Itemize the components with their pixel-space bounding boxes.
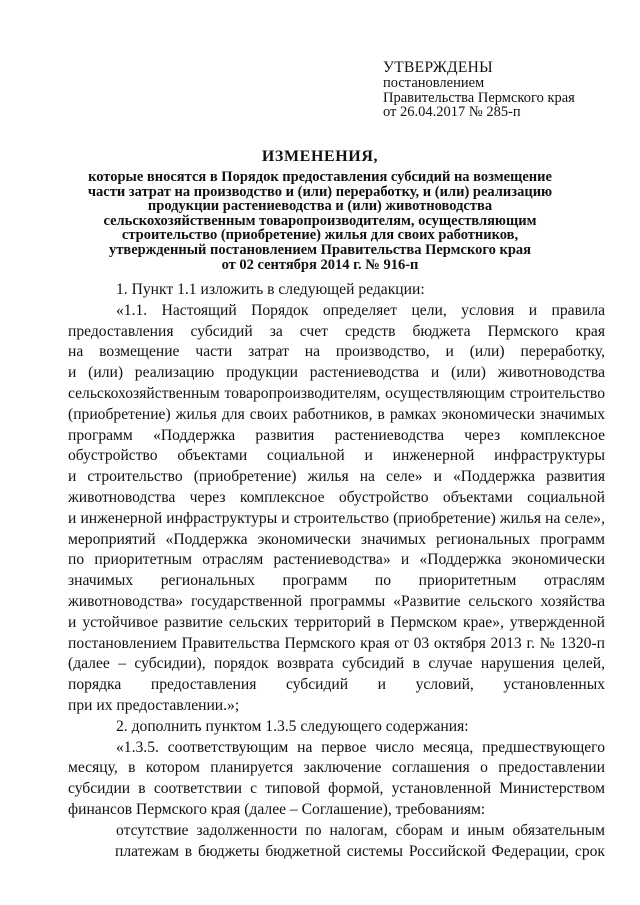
- approval-line: от 26.04.2017 № 285-п: [383, 104, 521, 120]
- paragraph-line: и устойчивое развитие сельских территорий в Пермском крае», утвержденной: [68, 613, 605, 631]
- paragraph-line: 1. Пункт 1.1 изложить в следующей редакции:: [116, 281, 425, 298]
- paragraph-line: животноводства» государственной программы «Развитие сельского хозяйства: [68, 592, 605, 610]
- paragraph-line: животноводства через комплексное обустройство объектами социальной: [68, 488, 605, 506]
- paragraph-line: и инженерной инфраструктуры и строительство (приобретение) жилья на селе»,: [68, 509, 605, 527]
- paragraph-line: мероприятий «Поддержка экономически значимых региональных программ: [68, 530, 605, 548]
- paragraph-line: и (или) реализацию продукции растениеводства и (или) животноводства: [68, 364, 605, 382]
- paragraph-line: субсидии в соответствии с типовой формой, установленной Министерством: [68, 780, 605, 798]
- document-subtitle: [60, 170, 580, 272]
- paragraph-line: 2. дополнить пунктом 1.3.5 следующего содержания:: [116, 717, 469, 735]
- paragraph-line: месяцу, в котором планируется заключение соглашения о предоставлении: [68, 759, 605, 777]
- document-body: [68, 280, 605, 862]
- subtitle-line: продукции растениеводства и (или) животноводства: [147, 198, 493, 215]
- subtitle-line: сельскохозяйственным товаропроизводителям, осуществляющим: [103, 212, 537, 229]
- paragraph-line: и строительство (приобретение) жилья на селе» и «Поддержка развития: [68, 468, 605, 486]
- document-title: ИЗМЕНЕНИЯ,: [261, 148, 379, 165]
- paragraph-line: порядка предоставления субсидий и условий, установленных: [68, 676, 605, 694]
- paragraph-line: постановлением Правительства Пермского края от 03 октября 2013 г. № 1320-п: [68, 634, 605, 652]
- subtitle-line: которые вносятся в Порядок предоставления субсидий на возмещение: [88, 169, 552, 185]
- subtitle-line: от 02 сентября 2014 г. № 916-п: [221, 256, 419, 273]
- paragraph-line: (приобретение) жилья для своих работников, в рамках экономически значимых: [68, 405, 605, 423]
- paragraph-line: «1.1. Настоящий Порядок определяет цели, условия и правила: [116, 301, 605, 319]
- approval-line: Правительства Пермского края: [383, 89, 575, 106]
- paragraph-line: предоставления субсидий за счет средств бюджета Пермского края: [68, 322, 605, 340]
- subtitle-line: утвержденный постановлением Правительства Пермского края: [109, 241, 531, 258]
- subtitle-line: части затрат на производство и (или) переработку, и (или) реализацию: [87, 183, 553, 200]
- approval-title: УТВЕРЖДЕНЫ: [383, 59, 493, 76]
- approval-block: [383, 60, 628, 120]
- paragraph-line: программ «Поддержка развития растениеводства через комплексное: [68, 426, 605, 444]
- approval-line: постановлением: [383, 75, 485, 91]
- subtitle-line: строительство (приобретение) жилья для своих работников,: [121, 227, 519, 244]
- paragraph-line: отсутствие задолженности по налогам, сборам и иным обязательным: [116, 821, 605, 839]
- paragraph-line: значимых региональных программ по приоритетным отраслям: [68, 572, 605, 590]
- paragraph-line: по приоритетным отраслям растениеводства» и «Поддержка экономически: [68, 551, 605, 569]
- paragraph-line: на возмещение части затрат на производство, и (или) переработку,: [68, 343, 605, 361]
- paragraph-line: сельскохозяйственным товаропроизводителям, осуществляющим строительство: [68, 384, 605, 402]
- paragraph-line: обустройство объектами социальной и инженерной инфраструктуры: [68, 447, 605, 465]
- paragraph-line: платежам в бюджеты бюджетной системы Российской Федерации, срок: [115, 842, 605, 860]
- paragraph-line: (далее – субсидии), порядок возврата субсидий в случае нарушения целей,: [68, 655, 605, 673]
- paragraph-line: финансов Пермского края (далее – Соглашение), требованиям:: [68, 800, 486, 818]
- paragraph-line: «1.3.5. соответствующим на первое число месяца, предшествующего: [116, 738, 605, 756]
- paragraph-line: при их предоставлении.»;: [68, 696, 240, 714]
